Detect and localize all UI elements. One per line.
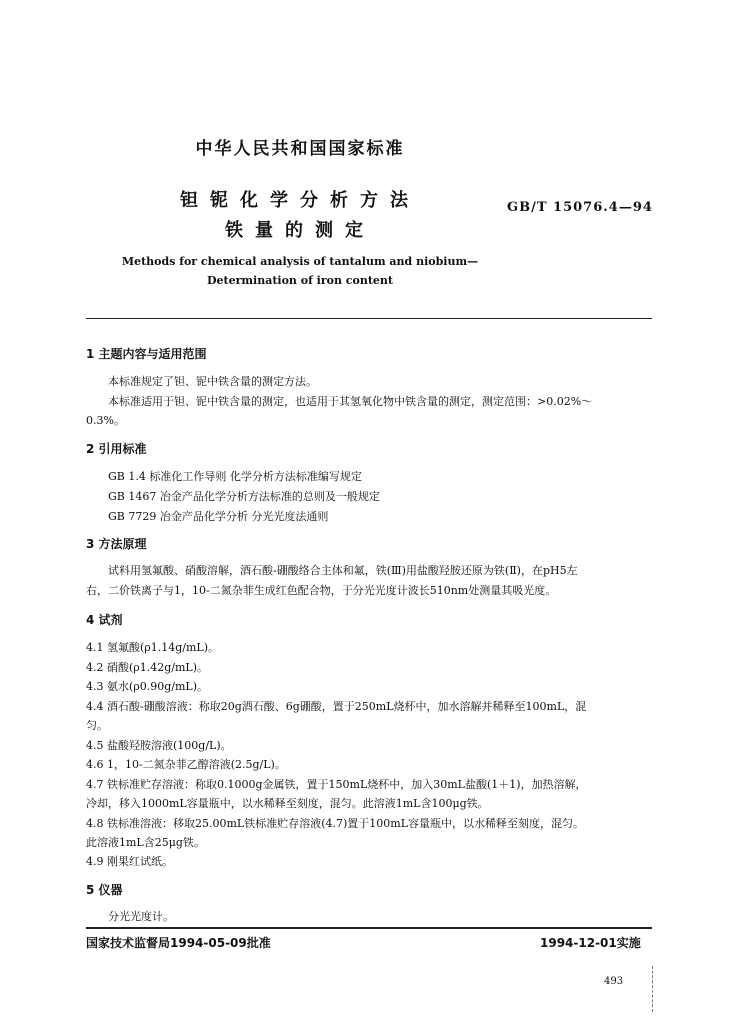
issuing-body-title: 中华人民共和国国家标准	[195, 139, 405, 159]
reference-item: GB 1.4 标准化工作导则 化学分析方法标准编写规定	[108, 470, 362, 483]
reagent-item: 4.5 盐酸羟胺溶液(100g/L)。	[86, 739, 232, 752]
section-3-paragraph-line-1: 试料用氢氟酸、硝酸溶解，酒石酸-硼酸络合主体和氟，铁(Ⅲ)用盐酸羟胺还原为铁(Ⅱ)，在pH5左	[108, 564, 578, 577]
section-1-paragraph-1: 本标准规定了钽、铌中铁含量的测定方法。	[108, 375, 317, 388]
reagent-item: 4.4 酒石酸-硼酸溶液：称取20g酒石酸、6g硼酸，置于250mL烧杯中，加水溶解并稀释至100mL，混	[86, 700, 587, 713]
reagent-item-cont: 此溶液1mL含25μg铁。	[86, 836, 205, 849]
approval-date: 国家技术监督局1994-05-09批准	[86, 936, 271, 950]
section-heading-5: 5 仪器	[86, 883, 123, 897]
standard-number: GB/T 15076.4—94	[507, 200, 653, 215]
reagent-item: 4.9 刚果红试纸。	[86, 855, 173, 868]
reagent-item-cont: 匀。	[86, 719, 108, 732]
section-1-paragraph-2: 本标准适用于钽、铌中铁含量的测定，也适用于其氢氧化物中铁含量的测定，测定范围：>0.02%～	[108, 395, 593, 408]
english-title-line-2: Determination of iron content	[206, 274, 393, 287]
reagent-item: 4.7 铁标准贮存溶液：称取0.1000g金属铁，置于150mL烧杯中，加入30mL盐酸(1＋1)，加热溶解，	[86, 778, 587, 791]
header-rule	[86, 318, 652, 319]
section-heading-2: 2 引用标准	[86, 442, 147, 456]
reagent-item: 4.2 硝酸(ρ1.42g/mL)。	[86, 661, 209, 674]
section-5-paragraph: 分光光度计。	[108, 910, 174, 923]
english-title-line-1: Methods for chemical analysis of tantalum and niobium—	[121, 255, 479, 268]
section-1-paragraph-2-cont: 0.3%。	[86, 414, 125, 427]
page-number: 493	[604, 976, 624, 987]
reagent-item: 4.8 铁标准溶液：移取25.00mL铁标准贮存溶液(4.7)置于100mL容量瓶中，以水稀释至刻度，混匀。	[86, 817, 585, 830]
section-heading-3: 3 方法原理	[86, 537, 147, 551]
section-3-paragraph-line-2: 右，二价铁离子与1，10-二氮杂菲生成红色配合物，于分光光度计波长510nm处测量其吸光度。	[86, 584, 557, 597]
reagent-item: 4.1 氢氟酸(ρ1.14g/mL)。	[86, 641, 220, 654]
reference-item: GB 7729 冶金产品化学分析 分光光度法通则	[108, 510, 329, 523]
footer-rule	[86, 927, 652, 929]
section-heading-4: 4 试剂	[86, 613, 123, 627]
reference-item: GB 1467 冶金产品化学分析方法标准的总则及一般规定	[108, 490, 380, 503]
effective-date: 1994-12-01实施	[540, 936, 641, 950]
standard-title: 钽铌化学分析方法	[180, 190, 420, 211]
reagent-item: 4.3 氨水(ρ0.90g/mL)。	[86, 680, 209, 693]
binding-margin-mark	[652, 966, 653, 1012]
standard-subtitle: 铁量的测定	[225, 220, 375, 241]
reagent-item-cont: 冷却，移入1000mL容量瓶中，以水稀释至刻度，混匀。此溶液1mL含100μg铁。	[86, 797, 489, 810]
reagent-item: 4.6 1，10-二氮杂菲乙醇溶液(2.5g/L)。	[86, 758, 286, 771]
section-heading-1: 1 主题内容与适用范围	[86, 347, 207, 361]
